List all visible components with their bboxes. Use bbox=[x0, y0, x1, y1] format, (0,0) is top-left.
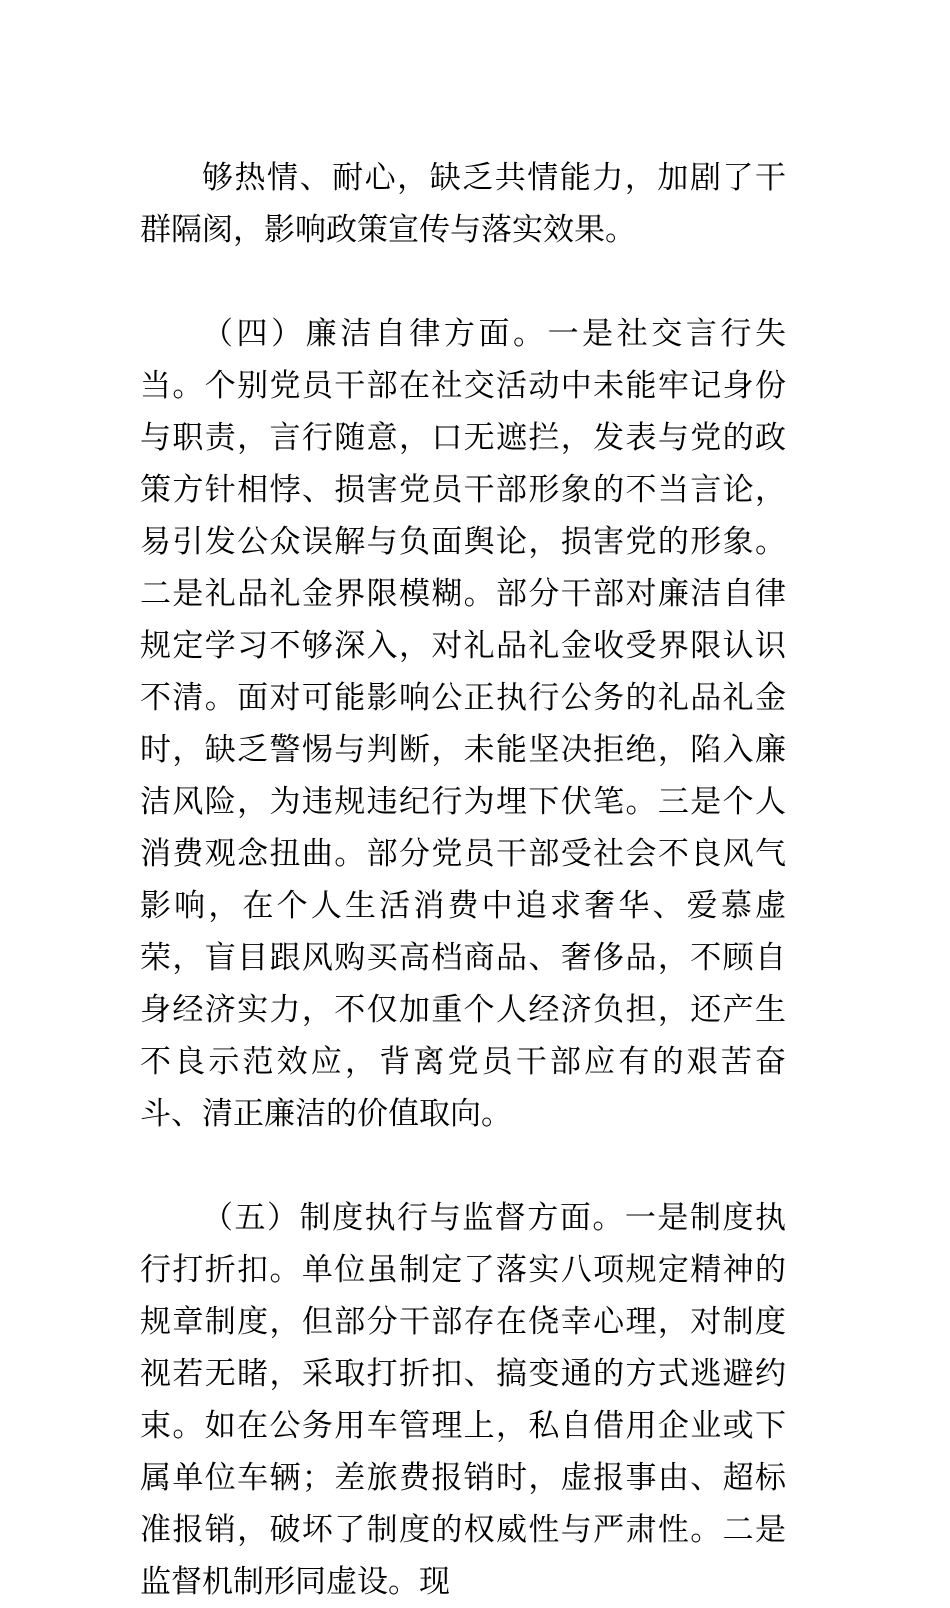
paragraph-section-five: （五）制度执行与监督方面。一是制度执行打折扣。单位虽制定了落实八项规定精神的规章制度，但部分干部存在侥幸心理，对制度视若无睹，采取打折扣、搞变通的方式逃避约束。如在公务用车管理上，私自借用企业或下属单位车辆；差旅费报销时，虚报事由、超标准报销，破坏了制度的权威性与严肃性。二是监督机制形同虚设。现 bbox=[140, 1200, 786, 1599]
document-text-column bbox=[140, 152, 786, 1608]
paragraph-section-four: （四）廉洁自律方面。一是社交言行失当。个别党员干部在社交活动中未能牢记身份与职责，言行随意，口无遮拦，发表与党的政策方针相悖、损害党员干部形象的不当言论，易引发公众误解与负面舆论，损害党的形象。二是礼品礼金界限模糊。部分干部对廉洁自律规定学习不够深入，对礼品礼金收受界限认识不清。面对可能影响公正执行公务的礼品礼金时，缺乏警惕与判断，未能坚决拒绝，陷入廉洁风险，为违规违纪行为埋下伏笔。三是个人消费观念扭曲。部分党员干部受社会不良风气影响，在个人生活消费中追求奢华、爱慕虚荣，盲目跟风购买高档商品、奢侈品，不顾自身经济实力，不仅加重个人经济负担，还产生不良示范效应，背离党员干部应有的艰苦奋斗、清正廉洁的价值取向。 bbox=[140, 316, 786, 1131]
paragraph-continuation: 够热情、耐心，缺乏共情能力，加剧了干群隔阂，影响政策宣传与落实效果。 bbox=[140, 160, 786, 247]
